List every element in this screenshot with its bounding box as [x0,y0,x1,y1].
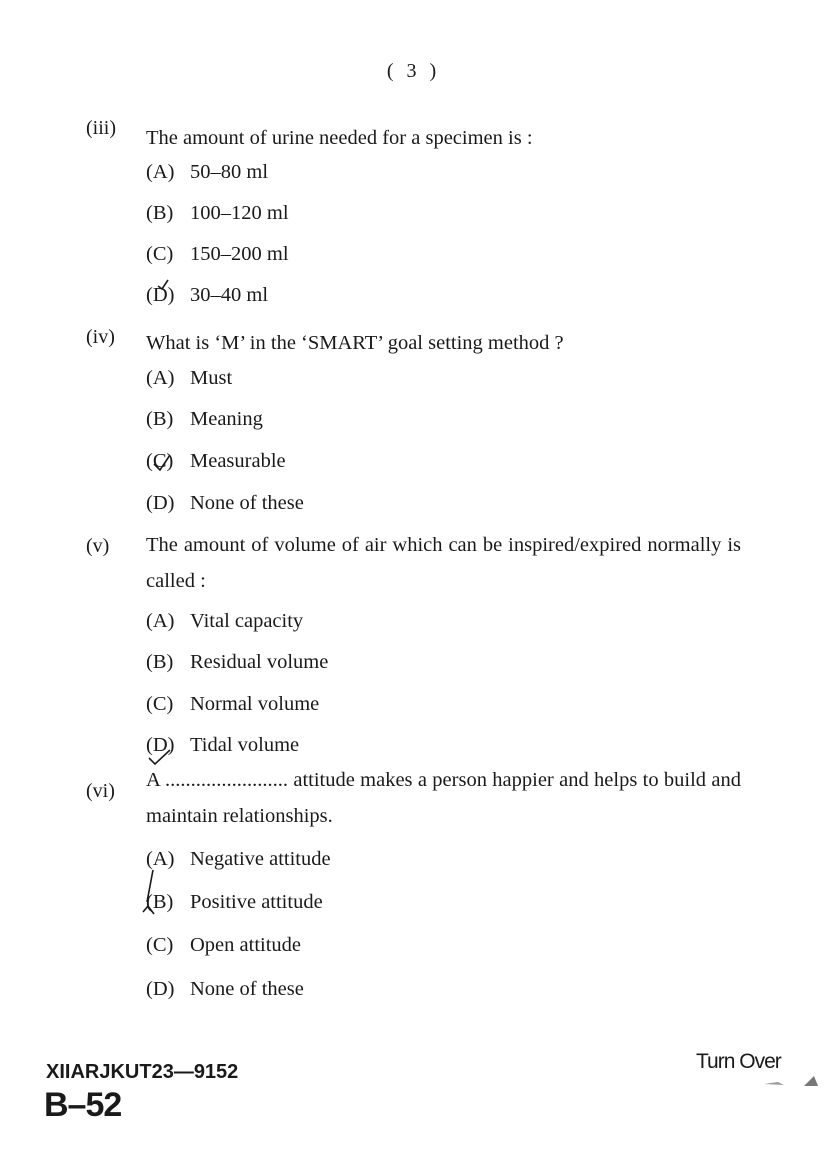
question-number: (iv) [86,326,115,348]
option-c [146,693,319,716]
option-label: (C) [146,693,174,715]
option-d [146,978,304,1001]
option-label: (C) [146,934,174,956]
option-label: (D) [146,734,175,756]
option-b [146,408,263,431]
option-label: (A) [146,161,175,183]
option-label: (B) [146,202,174,224]
option-text: Residual volume [190,651,329,673]
option-label: (B) [146,408,174,430]
option-text: 30–40 ml [190,284,269,306]
option-a [146,610,303,633]
option-text: 100–120 ml [190,202,289,224]
option-text: None of these [190,492,304,514]
option-label: (A) [146,610,175,632]
turn-over-note: Turn Over [696,1050,781,1073]
option-text: None of these [190,978,304,1000]
option-label: (C) [146,450,174,472]
question-number: (iii) [86,117,116,139]
option-text: Meaning [190,408,263,430]
option-a [146,161,268,184]
option-a [146,367,232,390]
option-d [146,492,304,515]
pen-tick-mark [150,452,174,472]
option-text: Vital capacity [190,610,304,632]
option-text: 150–200 ml [190,243,289,265]
option-label: (D) [146,978,175,1000]
option-label: (D) [146,284,175,306]
question-number: (v) [86,535,110,557]
option-text: Normal volume [190,693,320,715]
question-text: What is ‘M’ in the ‘SMART’ goal setting method ? [146,332,564,354]
option-label: (A) [146,848,175,870]
pen-tick-mark [140,866,166,918]
pen-tick-mark [156,279,170,291]
option-text: Positive attitude [190,891,323,913]
option-label: (C) [146,243,174,265]
option-label: (D) [146,492,175,514]
option-c [146,243,289,266]
option-label: (B) [146,891,174,913]
option-b [146,651,328,674]
option-text: Measurable [190,450,286,472]
option-text: Open attitude [190,934,302,956]
option-c [146,934,301,957]
option-b [146,891,323,914]
page-number: ( 3 ) [386,60,441,82]
question-text: A ........................ attitude makes a person happier and helps to build and maintain relationships. [146,769,741,827]
option-label: (B) [146,651,174,673]
booklet-code: B–52 [44,1086,122,1124]
option-b [146,202,289,225]
question-text: The amount of volume of air which can be inspired/expired normally is called : [146,534,741,592]
scan-smudge [762,1070,820,1088]
option-label: (A) [146,367,175,389]
paper-code: XIIARJKUT23—9152 [46,1061,239,1083]
option-a [146,848,331,871]
option-text: Tidal volume [190,734,300,756]
question-number: (vi) [86,780,115,802]
option-text: 50–80 ml [190,161,269,183]
option-text: Must [190,367,233,389]
question-text: The amount of urine needed for a specimen is : [146,127,533,149]
option-text: Negative attitude [190,848,331,870]
